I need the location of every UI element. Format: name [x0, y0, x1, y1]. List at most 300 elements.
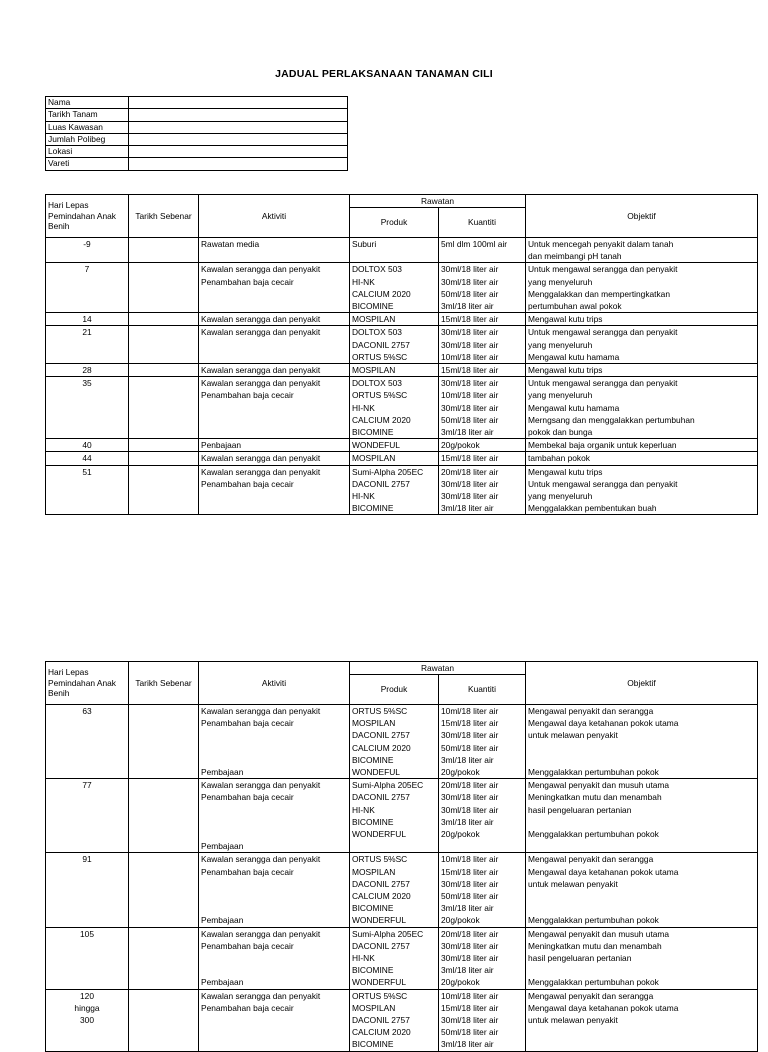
kuantiti-line: 50ml/18 liter air: [441, 1027, 499, 1038]
produk-line: CALCIUM 2020: [352, 891, 411, 902]
kuantiti-line: 50ml/18 liter air: [441, 414, 499, 425]
hari-line: 14: [82, 314, 92, 325]
kuantiti-line: 10ml/18 liter air: [441, 390, 499, 401]
cell-kuantiti: [439, 313, 526, 326]
produk-line: Sumi-Alpha 205EC: [352, 928, 424, 939]
aktiviti-line: Pembajaan: [201, 915, 244, 926]
table-row: [46, 238, 758, 263]
hari-line: 7: [84, 264, 90, 275]
cell-objektif: [526, 705, 758, 779]
hari-line: 300: [80, 1015, 94, 1026]
cell-hari: [46, 452, 129, 465]
kuantiti-line: 30ml/18 liter air: [441, 378, 499, 389]
objektif-line: untuk melawan penyakit: [528, 1015, 618, 1026]
produk-line: HI-NK: [352, 402, 375, 413]
cell-hari: [46, 313, 129, 326]
cell-tarikh: [129, 927, 199, 989]
schedule-table-2: [45, 661, 758, 1052]
produk-line: ORTUS 5%SC: [352, 706, 408, 716]
cell-hari: [46, 927, 129, 989]
objektif-line: Untuk mengawal serangga dan penyakit: [528, 264, 678, 275]
info-row: [46, 97, 348, 109]
kuantiti-line: 20g/pokok: [441, 440, 480, 451]
produk-line: MOSPILAN: [352, 314, 396, 325]
hari-line: 105: [80, 928, 94, 939]
objektif-line: [528, 964, 755, 976]
header-aktiviti: Aktiviti: [199, 195, 350, 238]
kuantiti-line: 50ml/18 liter air: [441, 288, 499, 299]
kuantiti-line: 3ml/18 liter air: [441, 903, 494, 914]
cell-objektif: [526, 452, 758, 465]
info-row: [46, 158, 348, 170]
produk-line: DOLTOX 503: [352, 378, 402, 389]
objektif-line: Menggalakkan pertumbuhan pokok: [528, 767, 659, 778]
cell-kuantiti: [439, 779, 526, 853]
info-label: Tarikh Tanam: [46, 109, 129, 121]
aktiviti-line: Pembajaan: [201, 841, 244, 852]
objektif-line: Mengawal kutu hamama: [528, 351, 620, 362]
cell-hari: [46, 705, 129, 779]
objektif-line: Mengawal kutu trips: [528, 365, 603, 376]
info-label: Jumlah Polibeg: [46, 133, 129, 145]
table-row: [46, 313, 758, 326]
cell-tarikh: [129, 439, 199, 452]
kuantiti-line: 3ml/18 liter air: [441, 754, 494, 765]
objektif-line: Menggalakkan pertumbuhan pokok: [528, 829, 659, 840]
cell-kuantiti: [439, 465, 526, 515]
table-row: [46, 705, 758, 779]
table-row: [46, 263, 758, 313]
objektif-line: Mengawal daya ketahanan pokok utama: [528, 1002, 679, 1013]
cell-kuantiti: [439, 989, 526, 1051]
produk-line: WONDEFUL: [352, 767, 400, 778]
kuantiti-line: 30ml/18 liter air: [441, 792, 499, 803]
cell-tarikh: [129, 364, 199, 377]
header-kuantiti: Kuantiti: [439, 675, 526, 705]
produk-line: ORTUS 5%SC: [352, 854, 408, 865]
kuantiti-line: 30ml/18 liter air: [441, 804, 499, 815]
cell-tarikh: [129, 465, 199, 515]
info-label: Vareti: [46, 158, 129, 170]
produk-line: BICOMINE: [352, 903, 394, 914]
info-label: Luas Kawasan: [46, 121, 129, 133]
cell-tarikh: [129, 377, 199, 439]
header-tarikh: Tarikh Sebenar: [129, 662, 199, 705]
cell-aktiviti: [199, 465, 350, 515]
objektif-line: [528, 816, 755, 828]
kuantiti-line: 30ml/18 liter air: [441, 478, 499, 489]
cell-produk: [350, 263, 439, 313]
produk-line: HI-NK: [352, 804, 375, 815]
produk-line: DACONIL 2757: [352, 478, 410, 489]
cell-objektif: [526, 263, 758, 313]
produk-line: WONDERFUL: [352, 915, 406, 926]
cell-kuantiti: [439, 377, 526, 439]
produk-line: MOSPILAN: [352, 866, 396, 877]
table-row: [46, 779, 758, 853]
cell-hari: [46, 263, 129, 313]
aktiviti-line: Pembajaan: [201, 977, 244, 988]
objektif-line: dan meimbangi pH tanah: [528, 251, 622, 262]
cell-produk: [350, 364, 439, 377]
objektif-line: untuk melawan penyakit: [528, 878, 618, 889]
produk-line: MOSPILAN: [352, 718, 396, 729]
objektif-line: Merngsang dan menggalakkan pertumbuhan: [528, 414, 695, 425]
cell-objektif: [526, 238, 758, 263]
cell-aktiviti: [199, 853, 350, 927]
aktiviti-line: Penambahan baja cecair: [201, 1002, 294, 1013]
objektif-line: Mengawal penyakit dan serangga: [528, 706, 654, 716]
cell-objektif: [526, 927, 758, 989]
info-value: [129, 158, 348, 170]
produk-line: DACONIL 2757: [352, 1015, 410, 1026]
produk-line: CALCIUM 2020: [352, 1027, 411, 1038]
objektif-line: Menggalakkan pertumbuhan pokok: [528, 977, 659, 988]
kuantiti-line: 3ml/18 liter air: [441, 1039, 494, 1050]
cell-tarikh: [129, 263, 199, 313]
header-kuantiti: Kuantiti: [439, 208, 526, 238]
header-rawatan: Rawatan: [350, 662, 526, 675]
info-value: [129, 133, 348, 145]
aktiviti-line: [201, 828, 347, 840]
produk-line: DACONIL 2757: [352, 339, 410, 350]
info-row: [46, 109, 348, 121]
cell-produk: [350, 326, 439, 364]
info-row: [46, 133, 348, 145]
kuantiti-line: 30ml/18 liter air: [441, 940, 499, 951]
kuantiti-line: 30ml/18 liter air: [441, 878, 499, 889]
objektif-line: Mengawal penyakit dan serangga: [528, 990, 654, 1001]
produk-line: DACONIL 2757: [352, 940, 410, 951]
kuantiti-line: 20ml/18 liter air: [441, 928, 499, 939]
cell-aktiviti: [199, 377, 350, 439]
table-row: [46, 853, 758, 927]
produk-line: Sumi-Alpha 205EC: [352, 466, 424, 477]
cell-objektif: [526, 377, 758, 439]
aktiviti-line: [201, 952, 347, 964]
table-row: [46, 465, 758, 515]
aktiviti-line: [201, 890, 347, 902]
objektif-line: yang menyeluruh: [528, 339, 593, 350]
kuantiti-line: 3ml/18 liter air: [441, 816, 494, 827]
kuantiti-line: 30ml/18 liter air: [441, 402, 499, 413]
objektif-line: Menggalakkan pertumbuhan pokok: [528, 915, 659, 926]
objektif-line: [528, 754, 755, 766]
aktiviti-line: [201, 804, 347, 816]
cell-produk: [350, 989, 439, 1051]
info-row: [46, 146, 348, 158]
hari-line: 51: [82, 466, 92, 477]
kuantiti-line: 20ml/18 liter air: [441, 780, 499, 791]
objektif-line: yang menyeluruh: [528, 491, 593, 502]
cell-aktiviti: [199, 364, 350, 377]
info-value: [129, 109, 348, 121]
produk-line: WONDEFUL: [352, 440, 400, 451]
produk-line: BICOMINE: [352, 1039, 394, 1050]
objektif-line: yang menyeluruh: [528, 276, 593, 287]
header-rawatan: Rawatan: [350, 195, 526, 208]
objektif-line: yang menyeluruh: [528, 390, 593, 401]
cell-tarikh: [129, 779, 199, 853]
header-hari: Hari Lepas Pemindahan Anak Benih: [46, 195, 129, 238]
table-row: [46, 377, 758, 439]
kuantiti-line: 30ml/18 liter air: [441, 339, 499, 350]
produk-line: DACONIL 2757: [352, 878, 410, 889]
info-label: Nama: [46, 97, 129, 109]
header-produk: Produk: [350, 208, 439, 238]
objektif-line: untuk melawan penyakit: [528, 730, 618, 741]
aktiviti-line: Rawatan media: [201, 239, 260, 249]
produk-line: DACONIL 2757: [352, 792, 410, 803]
schedule-table-1: [45, 194, 758, 515]
header-tarikh: Tarikh Sebenar: [129, 195, 199, 238]
produk-line: CALCIUM 2020: [352, 414, 411, 425]
hari-line: 28: [82, 365, 92, 376]
hari-line: 44: [82, 453, 92, 464]
objektif-line: Mengawal daya ketahanan pokok utama: [528, 866, 679, 877]
aktiviti-line: Kawalan serangga dan penyakit: [201, 378, 321, 389]
kuantiti-line: 3ml/18 liter air: [441, 301, 494, 312]
produk-line: MOSPILAN: [352, 1002, 396, 1013]
produk-line: MOSPILAN: [352, 365, 396, 376]
aktiviti-line: Kawalan serangga dan penyakit: [201, 264, 321, 275]
cell-kuantiti: [439, 439, 526, 452]
produk-line: DACONIL 2757: [352, 730, 410, 741]
kuantiti-line: 30ml/18 liter air: [441, 730, 499, 741]
kuantiti-line: 3ml/18 liter air: [441, 503, 494, 514]
cell-kuantiti: [439, 238, 526, 263]
cell-objektif: [526, 326, 758, 364]
objektif-line: Untuk mencegah penyakit dalam tanah: [528, 239, 674, 249]
header-produk: Produk: [350, 675, 439, 705]
produk-line: ORTUS 5%SC: [352, 990, 408, 1001]
kuantiti-line: 30ml/18 liter air: [441, 327, 499, 338]
aktiviti-line: [201, 902, 347, 914]
aktiviti-line: Penambahan baja cecair: [201, 792, 294, 803]
cell-hari: [46, 364, 129, 377]
produk-line: BICOMINE: [352, 503, 394, 514]
aktiviti-line: Penambahan baja cecair: [201, 718, 294, 729]
cell-hari: [46, 238, 129, 263]
aktiviti-line: Kawalan serangga dan penyakit: [201, 854, 321, 865]
cell-kuantiti: [439, 927, 526, 989]
produk-line: HI-NK: [352, 276, 375, 287]
header-hari: Hari Lepas Pemindahan Anak Benih: [46, 662, 129, 705]
cell-aktiviti: [199, 263, 350, 313]
cell-kuantiti: [439, 263, 526, 313]
kuantiti-line: 15ml/18 liter air: [441, 1002, 499, 1013]
produk-line: DOLTOX 503: [352, 327, 402, 338]
aktiviti-line: Kawalan serangga dan penyakit: [201, 365, 321, 376]
kuantiti-line: 10ml/18 liter air: [441, 990, 499, 1001]
objektif-line: Mengawal penyakit dan musuh utama: [528, 928, 670, 939]
info-row: [46, 121, 348, 133]
aktiviti-line: Kawalan serangga dan penyakit: [201, 706, 321, 716]
hari-line: 77: [82, 780, 92, 791]
cell-hari: [46, 465, 129, 515]
aktiviti-line: [201, 964, 347, 976]
cell-produk: [350, 452, 439, 465]
aktiviti-line: Kawalan serangga dan penyakit: [201, 453, 321, 464]
aktiviti-line: [201, 816, 347, 828]
kuantiti-line: 20g/pokok: [441, 767, 480, 778]
header-aktiviti: Aktiviti: [199, 662, 350, 705]
aktiviti-line: Kawalan serangga dan penyakit: [201, 466, 321, 477]
cell-kuantiti: [439, 326, 526, 364]
produk-line: BICOMINE: [352, 427, 394, 438]
aktiviti-line: Kawalan serangga dan penyakit: [201, 314, 321, 325]
aktiviti-line: Penbajaan: [201, 440, 242, 451]
cell-produk: [350, 439, 439, 452]
aktiviti-line: Penambahan baja cecair: [201, 478, 294, 489]
cell-objektif: [526, 853, 758, 927]
hari-line: 40: [82, 440, 92, 451]
info-table: [45, 96, 348, 171]
cell-objektif: [526, 364, 758, 377]
produk-line: MOSPILAN: [352, 453, 396, 464]
objektif-line: Meningkatkan mutu dan menambah: [528, 792, 662, 803]
objektif-line: Untuk mengawal serangga dan penyakit: [528, 478, 678, 489]
kuantiti-line: 15ml/18 liter air: [441, 866, 499, 877]
cell-aktiviti: [199, 439, 350, 452]
cell-aktiviti: [199, 927, 350, 989]
cell-objektif: [526, 439, 758, 452]
produk-line: WONDERFUL: [352, 829, 406, 840]
cell-produk: [350, 465, 439, 515]
hari-line: 120: [80, 990, 94, 1001]
kuantiti-line: 30ml/18 liter air: [441, 491, 499, 502]
kuantiti-line: 20g/pokok: [441, 915, 480, 926]
info-value: [129, 146, 348, 158]
cell-objektif: [526, 313, 758, 326]
objektif-line: Mengawal kutu trips: [528, 314, 603, 325]
kuantiti-line: 15ml/18 liter air: [441, 453, 499, 464]
objektif-line: Membekal baja organik untuk keperluan: [528, 440, 677, 451]
objektif-line: Mengawal penyakit dan musuh utama: [528, 780, 670, 791]
objektif-line: hasil pengeluaran pertanian: [528, 804, 632, 815]
kuantiti-line: 3ml/18 liter air: [441, 965, 494, 976]
cell-produk: [350, 377, 439, 439]
kuantiti-line: 20ml/18 liter air: [441, 466, 499, 477]
cell-aktiviti: [199, 779, 350, 853]
cell-tarikh: [129, 452, 199, 465]
cell-aktiviti: [199, 705, 350, 779]
info-label: Lokasi: [46, 146, 129, 158]
cell-produk: [350, 705, 439, 779]
cell-produk: [350, 853, 439, 927]
kuantiti-line: 30ml/18 liter air: [441, 953, 499, 964]
cell-hari: [46, 377, 129, 439]
produk-line: Suburi: [352, 239, 377, 249]
objektif-line: pertumbuhan awal pokok: [528, 301, 622, 312]
objektif-line: hasil pengeluaran pertanian: [528, 953, 632, 964]
cell-hari: [46, 989, 129, 1051]
cell-kuantiti: [439, 853, 526, 927]
cell-kuantiti: [439, 705, 526, 779]
cell-tarikh: [129, 705, 199, 779]
aktiviti-line: Kawalan serangga dan penyakit: [201, 990, 321, 1001]
objektif-line: Mengawal daya ketahanan pokok utama: [528, 718, 679, 729]
objektif-line: [528, 902, 755, 914]
aktiviti-line: Kawalan serangga dan penyakit: [201, 928, 321, 939]
hari-line: 21: [82, 327, 92, 338]
cell-tarikh: [129, 313, 199, 326]
cell-aktiviti: [199, 989, 350, 1051]
kuantiti-line: 30ml/18 liter air: [441, 276, 499, 287]
cell-kuantiti: [439, 452, 526, 465]
cell-tarikh: [129, 238, 199, 263]
table-row: [46, 326, 758, 364]
header-objektif: Objektif: [526, 195, 758, 238]
kuantiti-line: 15ml/18 liter air: [441, 365, 499, 376]
hari-line: hingga: [74, 1002, 100, 1013]
document-title: JADUAL PERLAKSANAAN TANAMAN CILI: [275, 68, 493, 80]
produk-line: BICOMINE: [352, 754, 394, 765]
cell-hari: [46, 326, 129, 364]
header-objektif: Objektif: [526, 662, 758, 705]
objektif-line: Untuk mengawal serangga dan penyakit: [528, 378, 678, 389]
kuantiti-line: 5ml dlm 100ml air: [441, 239, 508, 249]
kuantiti-line: 10ml/18 liter air: [441, 351, 499, 362]
kuantiti-line: 15ml/18 liter air: [441, 314, 499, 325]
table-row: [46, 989, 758, 1051]
table-row: [46, 452, 758, 465]
kuantiti-line: 10ml/18 liter air: [441, 706, 499, 716]
table-row: [46, 364, 758, 377]
produk-line: BICOMINE: [352, 965, 394, 976]
kuantiti-line: 20g/pokok: [441, 829, 480, 840]
kuantiti-line: 30ml/18 liter air: [441, 264, 499, 275]
produk-line: BICOMINE: [352, 301, 394, 312]
objektif-line: Mengawal kutu trips: [528, 466, 603, 477]
produk-line: ORTUS 5%SC: [352, 351, 408, 362]
table-row: [46, 927, 758, 989]
aktiviti-line: Penambahan baja cecair: [201, 940, 294, 951]
aktiviti-line: Penambahan baja cecair: [201, 390, 294, 401]
produk-line: HI-NK: [352, 953, 375, 964]
produk-line: Sumi-Alpha 205EC: [352, 780, 424, 791]
objektif-line: Mengawal penyakit dan serangga: [528, 854, 654, 865]
produk-line: CALCIUM 2020: [352, 288, 411, 299]
produk-line: DOLTOX 503: [352, 264, 402, 275]
aktiviti-line: [201, 742, 347, 754]
cell-tarikh: [129, 989, 199, 1051]
objektif-line: [528, 742, 755, 754]
cell-produk: [350, 313, 439, 326]
objektif-line: Meningkatkan mutu dan menambah: [528, 940, 662, 951]
kuantiti-line: 15ml/18 liter air: [441, 718, 499, 729]
cell-aktiviti: [199, 326, 350, 364]
cell-hari: [46, 853, 129, 927]
aktiviti-line: Pembajaan: [201, 767, 244, 778]
objektif-line: Untuk mengawal serangga dan penyakit: [528, 327, 678, 338]
cell-aktiviti: [199, 313, 350, 326]
cell-objektif: [526, 779, 758, 853]
produk-line: HI-NK: [352, 491, 375, 502]
produk-line: CALCIUM 2020: [352, 742, 411, 753]
info-value: [129, 121, 348, 133]
produk-line: BICOMINE: [352, 816, 394, 827]
cell-objektif: [526, 465, 758, 515]
produk-line: WONDERFUL: [352, 977, 406, 988]
cell-tarikh: [129, 326, 199, 364]
cell-produk: [350, 779, 439, 853]
produk-line: ORTUS 5%SC: [352, 390, 408, 401]
kuantiti-line: 20g/pokok: [441, 977, 480, 988]
objektif-line: [528, 890, 755, 902]
objektif-line: Menggalakkan pembentukan buah: [528, 503, 657, 514]
cell-aktiviti: [199, 452, 350, 465]
